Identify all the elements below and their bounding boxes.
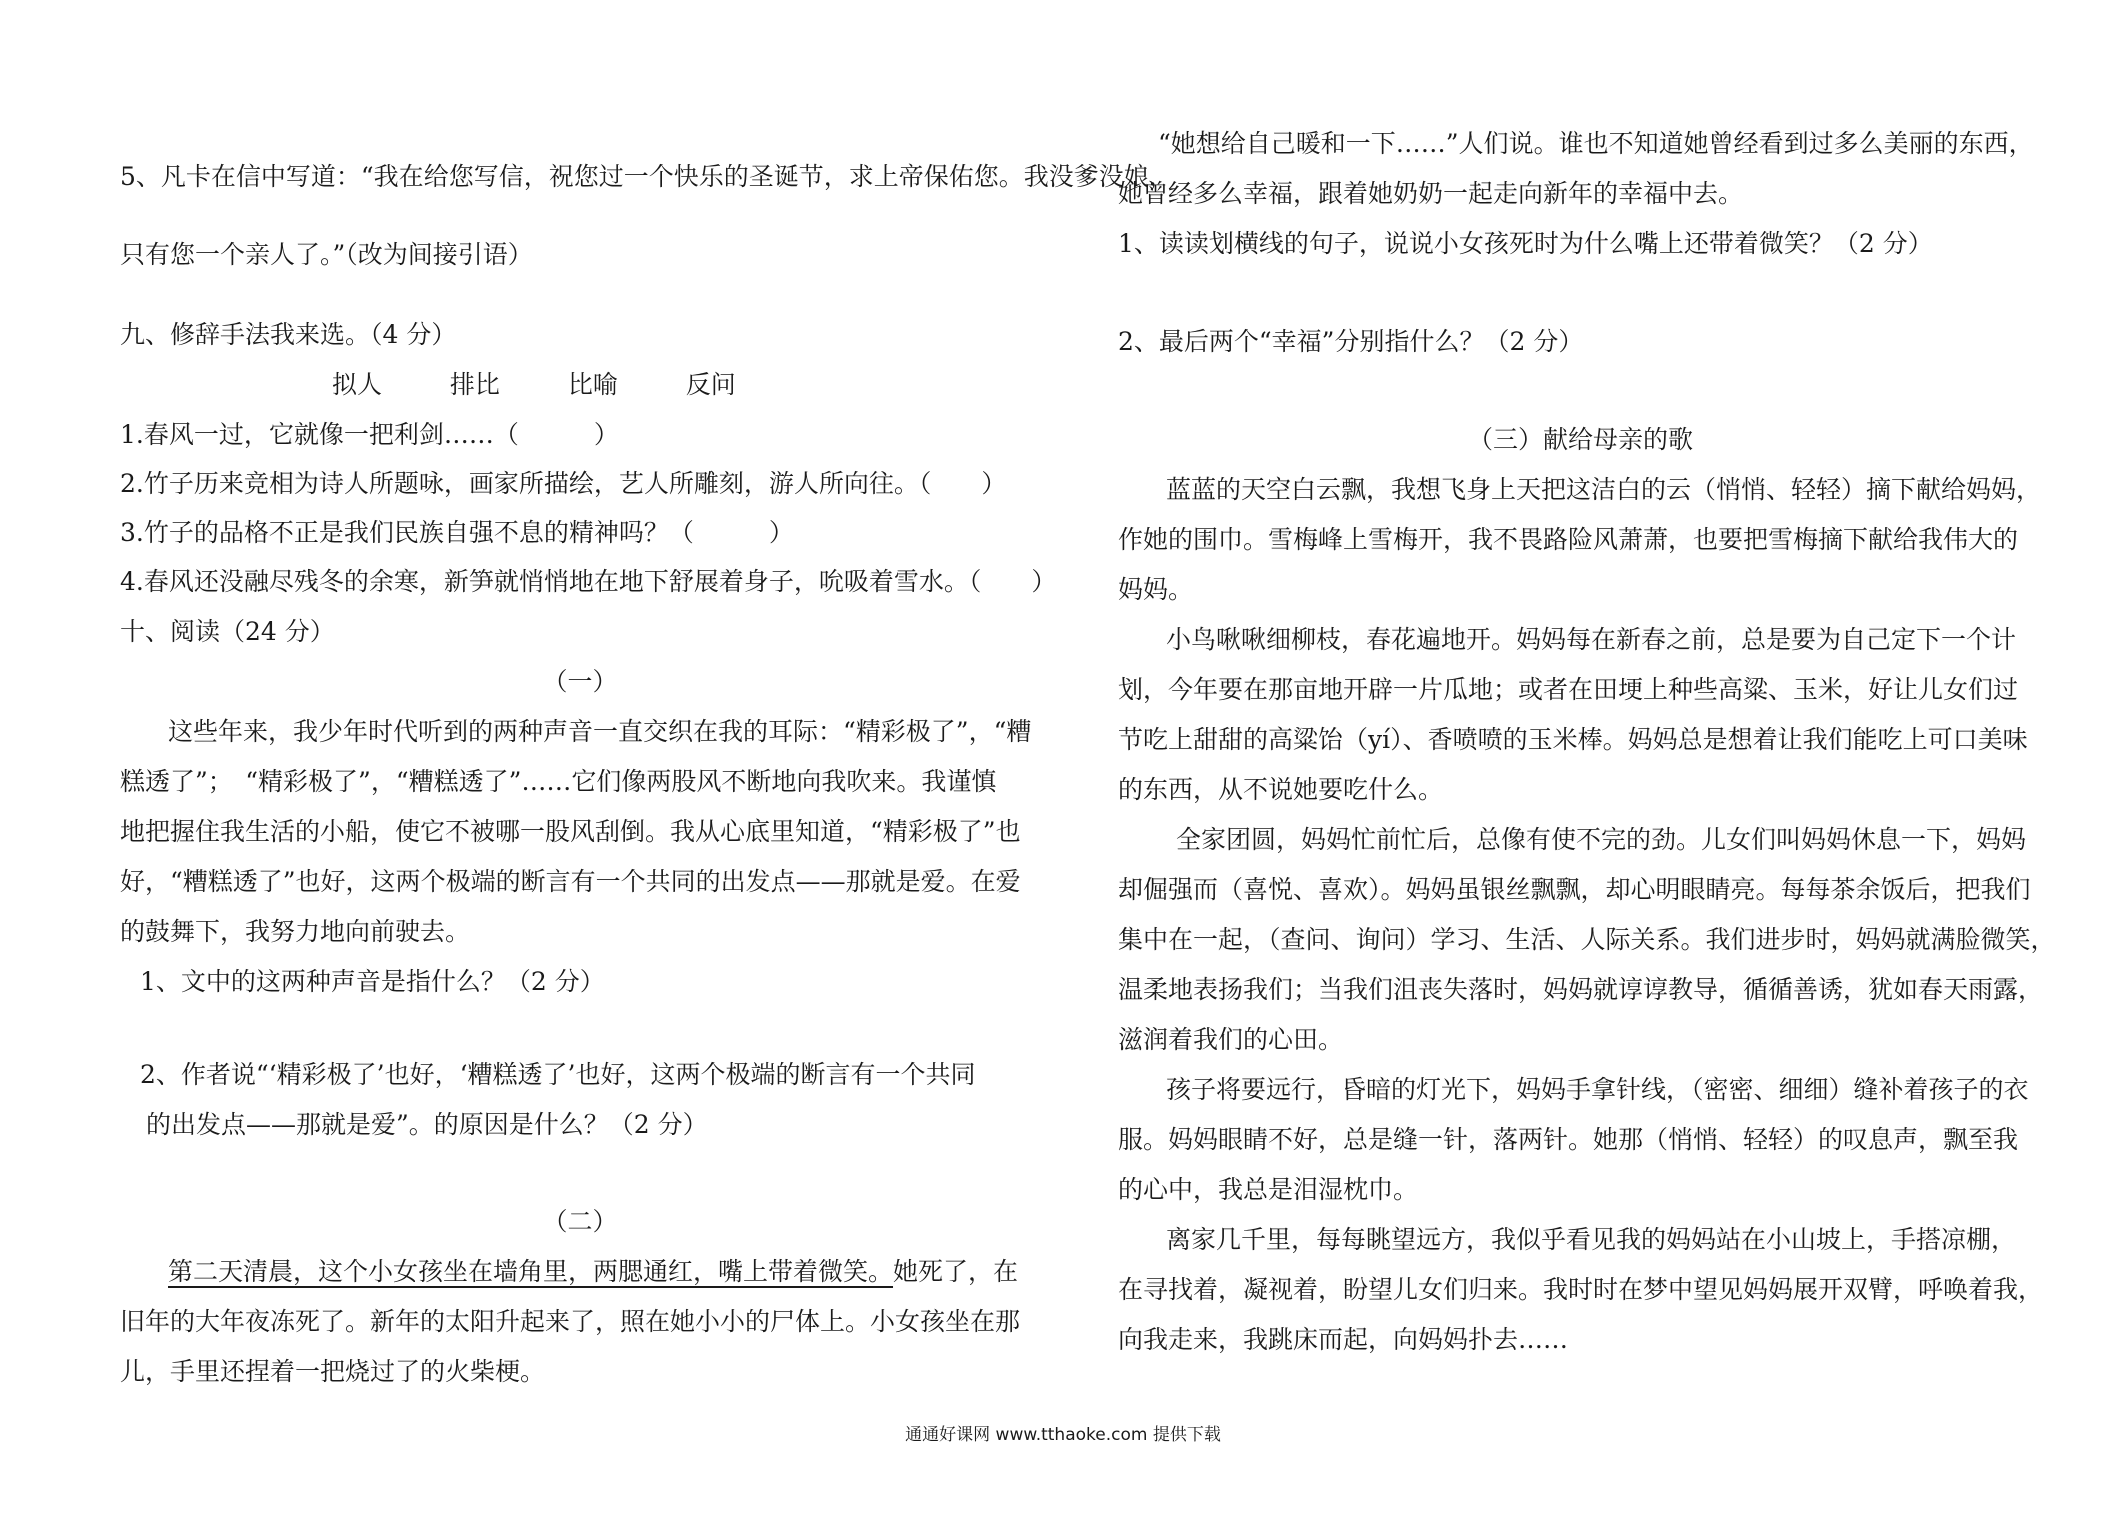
- option-personification: 拟人: [332, 370, 383, 399]
- part2-question-2: 2、最后两个“幸福”分别指什么？（2 分）: [1118, 327, 1584, 356]
- footer-watermark: 通通好课网 www.tthaoke.com 提供下载: [905, 1425, 1221, 1445]
- part3-line-1: 蓝蓝的天空白云飘，我想飞身上天把这洁白的云（悄悄、轻轻）摘下献给妈妈，: [1166, 475, 2042, 504]
- part2-question-1: 1、读读划横线的句子，说说小女孩死时为什么嘴上还带着微笑？（2 分）: [1118, 229, 1933, 258]
- part3-line-16: 离家几千里，每每眺望远方，我似乎看见我的妈妈站在小山坡上，手搭凉棚，: [1166, 1225, 2017, 1254]
- part3-line-6: 节吃上甜甜的高粱饴（yí）、香喷喷的玉米棒。妈妈总是想着让我们能吃上可口美味: [1118, 725, 2028, 754]
- section-9-title: 九、修辞手法我来选。（4 分）: [120, 320, 457, 349]
- part1-line-5: 的鼓舞下，我努力地向前驶去。: [120, 917, 471, 946]
- reading-part-3-title: （三）献给母亲的歌: [1467, 425, 1693, 454]
- part3-line-18: 向我走来，我跳床而起，向妈妈扑去……: [1118, 1325, 1569, 1354]
- part3-line-9: 却倔强而（喜悦、喜欢）。妈妈虽银丝飘飘，却心明眼睛亮。每每茶余饭后，把我们: [1118, 875, 2031, 904]
- part2-line-1-rest: 她死了，在: [893, 1257, 1019, 1286]
- part3-line-3: 妈妈。: [1118, 575, 1194, 604]
- part2-cont-line-1: “她想给自己暖和一下……”人们说。谁也不知道她曾经看到过多么美丽的东西，: [1158, 129, 2034, 158]
- part2-line-1: [168, 1255, 1018, 1289]
- rhetoric-options: [332, 368, 736, 402]
- part3-line-5: 划，今年要在那亩地开辟一片瓜地；或者在田埂上种些高粱、玉米，好让儿女们过: [1118, 675, 2019, 704]
- part3-line-7: 的东西，从不说她要吃什么。: [1118, 775, 1444, 804]
- part3-line-11: 温柔地表扬我们；当我们沮丧失落时，妈妈就谆谆教导，循循善诱，犹如春天雨露，: [1118, 975, 2044, 1004]
- part1-line-3: 地把握住我生活的小船，使它不被哪一股风刮倒。我从心底里知道，“精彩极了”也: [120, 817, 1021, 846]
- part1-line-1: 这些年来，我少年时代听到的两种声音一直交织在我的耳际：“精彩极了”，“糟: [168, 717, 1032, 746]
- part1-line-2: 糕透了”； “精彩极了”，“糟糕透了”……它们像两股风不断地向我吹来。我谨慎: [120, 767, 997, 796]
- rhetoric-item-1: 1.春风一过，它就像一把利剑……（ ）: [120, 420, 619, 449]
- part1-question-1: 1、文中的这两种声音是指什么？（2 分）: [140, 967, 605, 996]
- part3-line-12: 滋润着我们的心田。: [1118, 1025, 1344, 1054]
- part1-line-4: 好，“糟糕透了”也好，这两个极端的断言有一个共同的出发点——那就是爱。在爱: [120, 867, 1021, 896]
- part2-line-3: 儿，手里还捏着一把烧过了的火柴梗。: [120, 1357, 546, 1386]
- part3-line-2: 作她的围巾。雪梅峰上雪梅开，我不畏路险风萧萧，也要把雪梅摘下献给我伟大的: [1118, 525, 2019, 554]
- part1-question-2-line-2: 的出发点——那就是爱”。的原因是什么？（2 分）: [146, 1110, 708, 1139]
- part3-line-10: 集中在一起，（查问、询问）学习、生活、人际关系。我们进步时，妈妈就满脸微笑，: [1118, 925, 2056, 954]
- rhetoric-item-4: 4.春风还没融尽残冬的余寒，新笋就悄悄地在地下舒展着身子，吮吸着雪水。（ ）: [120, 567, 1057, 596]
- option-simile: 比喻: [567, 370, 618, 399]
- reading-part-1-title: （一）: [542, 667, 618, 696]
- reading-part-2-title: （二）: [542, 1207, 618, 1236]
- rhetoric-item-3: 3.竹子的品格不正是我们民族自强不息的精神吗？（ ）: [120, 518, 794, 547]
- section-10-title: 十、阅读（24 分）: [120, 617, 335, 646]
- option-parallelism: 排比: [449, 370, 500, 399]
- part2-line-2: 旧年的大年夜冻死了。新年的太阳升起来了，照在她小小的尸体上。小女孩坐在那: [120, 1307, 1021, 1336]
- part3-line-4: 小鸟啾啾细柳枝，春花遍地开。妈妈每在新春之前，总是要为自己定下一个计: [1166, 625, 2017, 654]
- part3-line-17: 在寻找着，凝视着，盼望儿女们归来。我时时在梦中望见妈妈展开双臂，呼唤着我，: [1118, 1275, 2044, 1304]
- q5-line-2: 只有您一个亲人了。”（改为间接引语）: [120, 240, 533, 269]
- part2-cont-line-2: 她曾经多么幸福，跟着她奶奶一起走向新年的幸福中去。: [1118, 179, 1744, 208]
- part1-question-2-line-1: 2、作者说“‘精彩极了’也好，‘糟糕透了’也好，这两个极端的断言有一个共同: [140, 1060, 976, 1089]
- underlined-sentence: 第二天清晨，这个小女孩坐在墙角里，两腮通红，嘴上带着微笑。: [168, 1257, 894, 1286]
- rhetoric-item-2: 2.竹子历来竞相为诗人所题咏，画家所描绘，艺人所雕刻，游人所向往。（ ）: [120, 469, 1007, 498]
- part3-line-14: 服。妈妈眼睛不好，总是缝一针，落两针。她那（悄悄、轻轻）的叹息声，飘至我: [1118, 1125, 2019, 1154]
- option-rhetorical-question: 反问: [685, 370, 736, 399]
- q5-line-1: 5、凡卡在信中写道：“我在给您写信，祝您过一个快乐的圣诞节，求上帝保佑您。我没爹没娘，: [120, 162, 1174, 191]
- part3-line-8: 全家团圆，妈妈忙前忙后，总像有使不完的劲。儿女们叫妈妈休息一下，妈妈: [1176, 825, 2027, 854]
- part3-line-13: 孩子将要远行，昏暗的灯光下，妈妈手拿针线，（密密、细细）缝补着孩子的衣: [1166, 1075, 2029, 1104]
- part3-line-15: 的心中，我总是泪湿枕巾。: [1118, 1175, 1419, 1204]
